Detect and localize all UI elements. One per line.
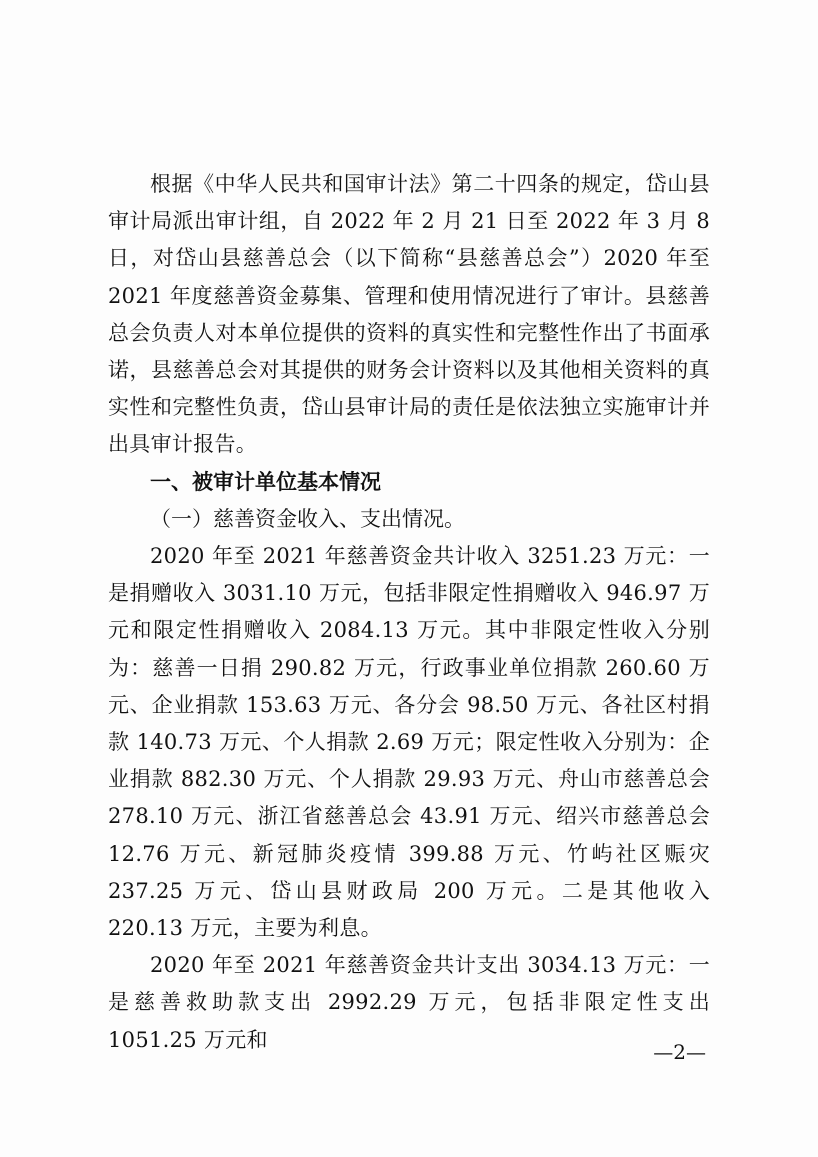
paragraph-expenditure: 2020 年至 2021 年慈善资金共计支出 3034.13 万元：一是慈善救助款支出 2992.29 万元，包括非限定性支出 1051.25 万元和 (108, 953, 710, 1052)
section-heading: 一、被审计单位基本情况 (150, 469, 381, 494)
paragraph-intro: 根据《中华人民共和国审计法》第二十四条的规定，岱山县审计局派出审计组，自 2022 年 2 月 21 日至 2022 年 3 月 8 日，对岱山县慈善总会（以下简称“县慈善总会”）2020 年至 2021 年度慈善资金募集、管理和使用情况进行了审计。县慈善总会负责人对本单位提供的资料的真实性和完整性作出了书面承诺，县慈善总会对其提供的财务会计资料以及其他相关资料的真实性和完整性负责，岱山县审计局的责任是依法独立实施审计并出具审计报告。 (108, 172, 710, 457)
document-body (108, 166, 710, 1059)
paragraph-income: 2020 年至 2021 年慈善资金共计收入 3251.23 万元：一是捐赠收入 3031.10 万元，包括非限定性捐赠收入 946.97 万元和限定性捐赠收入 2084.13 万元。其中非限定性收入分别为：慈善一日捐 290.82 万元，行政事业单位捐款 260.60 万元、企业捐款 153.63 万元、各分会 98.50 万元、各社区村捐款 140.73 万元、个人捐款 2.69 万元；限定性收入分别为：企业捐款 882.30 万元、个人捐款 29.93 万元、舟山市慈善总会 278.10 万元、浙江省慈善总会 43.91 万元、绍兴市慈善总会 12.76 万元、新冠肺炎疫情 399.88 万元、竹屿社区赈灾 237.25 万元、岱山县财政局 200 万元。二是其他收入 220.13 万元，主要为利息。 (108, 544, 710, 941)
subsection-heading: （一）慈善资金收入、支出情况。 (150, 506, 465, 531)
page-number: —2— (653, 1040, 706, 1064)
